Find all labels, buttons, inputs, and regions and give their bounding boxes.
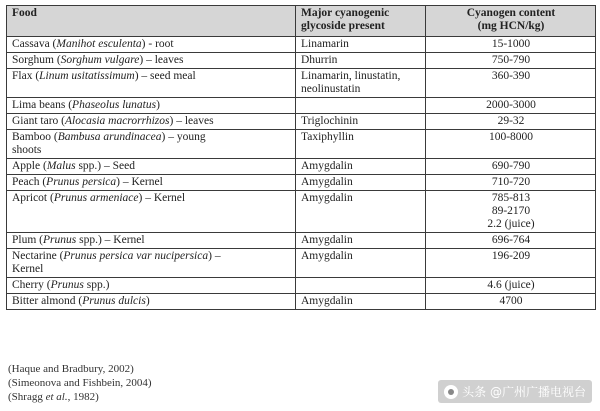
cell-glycoside: Amygdalin <box>296 249 426 278</box>
table-body <box>7 37 596 310</box>
cell-cyanogen-content: 196-209 <box>426 249 596 278</box>
cell-cyanogen-content: 696-764 <box>426 233 596 249</box>
cell-food: Flax (Linum usitatissimum) – seed meal <box>7 69 296 98</box>
table-row <box>7 159 596 175</box>
cell-glycoside: Amygdalin <box>296 191 426 233</box>
reference-2: (Simeonova and Fishbein, 2004) <box>8 377 152 389</box>
cell-cyanogen-content: 100-8000 <box>426 130 596 159</box>
table-row <box>7 114 596 130</box>
watermark <box>438 380 592 403</box>
cell-glycoside: Linamarin, linustatin, neolinustatin <box>296 69 426 98</box>
cell-food: Peach (Prunus persica) – Kernel <box>7 175 296 191</box>
cell-food: Giant taro (Alocasia macrorrhizos) – leaves <box>7 114 296 130</box>
table-row <box>7 37 596 53</box>
cell-glycoside <box>296 98 426 114</box>
cell-food: Apple (Malus spp.) – Seed <box>7 159 296 175</box>
cell-food: Apricot (Prunus armeniace) – Kernel <box>7 191 296 233</box>
header-food: Food <box>7 6 296 37</box>
cell-cyanogen-content: 360-390 <box>426 69 596 98</box>
cell-cyanogen-content: 4700 <box>426 294 596 310</box>
cell-cyanogen-content: 750-790 <box>426 53 596 69</box>
cell-glycoside: Dhurrin <box>296 53 426 69</box>
cell-glycoside: Amygdalin <box>296 294 426 310</box>
cell-cyanogen-content: 710-720 <box>426 175 596 191</box>
table-header-row <box>7 6 596 37</box>
table-row <box>7 69 596 98</box>
cell-glycoside: Amygdalin <box>296 175 426 191</box>
camera-icon <box>444 385 458 399</box>
cell-cyanogen-content: 4.6 (juice) <box>426 278 596 294</box>
table-row <box>7 294 596 310</box>
cell-glycoside: Triglochinin <box>296 114 426 130</box>
reference-1: (Haque and Bradbury, 2002) <box>8 363 134 375</box>
table-row <box>7 249 596 278</box>
table-row <box>7 175 596 191</box>
cell-glycoside: Amygdalin <box>296 233 426 249</box>
cell-glycoside <box>296 278 426 294</box>
cell-food: Cherry (Prunus spp.) <box>7 278 296 294</box>
cell-cyanogen-content: 690-790 <box>426 159 596 175</box>
table-row <box>7 278 596 294</box>
cell-food: Cassava (Manihot esculenta) - root <box>7 37 296 53</box>
references <box>8 362 152 404</box>
cell-cyanogen-content: 15-1000 <box>426 37 596 53</box>
header-content: Cyanogen content (mg HCN/kg) <box>426 6 596 37</box>
cell-food: Sorghum (Sorghum vulgare) – leaves <box>7 53 296 69</box>
cell-cyanogen-content: 2000-3000 <box>426 98 596 114</box>
cell-glycoside: Taxiphyllin <box>296 130 426 159</box>
header-glycoside: Major cyanogenic glycoside present <box>296 6 426 37</box>
cell-food: Bamboo (Bambusa arundinacea) – young shoots <box>7 130 296 159</box>
cell-cyanogen-content: 785-813 89-2170 2.2 (juice) <box>426 191 596 233</box>
table-row <box>7 233 596 249</box>
cyanogen-table <box>6 5 596 310</box>
table-row <box>7 53 596 69</box>
cell-food: Lima beans (Phaseolus lunatus) <box>7 98 296 114</box>
cell-glycoside: Amygdalin <box>296 159 426 175</box>
table-row <box>7 130 596 159</box>
cell-cyanogen-content: 29-32 <box>426 114 596 130</box>
cell-food: Plum (Prunus spp.) – Kernel <box>7 233 296 249</box>
reference-3: (Shragg et al., 1982) <box>8 391 99 403</box>
watermark-text: 头条 @广州广播电视台 <box>462 385 586 399</box>
table-row <box>7 191 596 233</box>
table-row <box>7 98 596 114</box>
cell-food: Nectarine (Prunus persica var nucipersica) – Kernel <box>7 249 296 278</box>
cell-food: Bitter almond (Prunus dulcis) <box>7 294 296 310</box>
cell-glycoside: Linamarin <box>296 37 426 53</box>
